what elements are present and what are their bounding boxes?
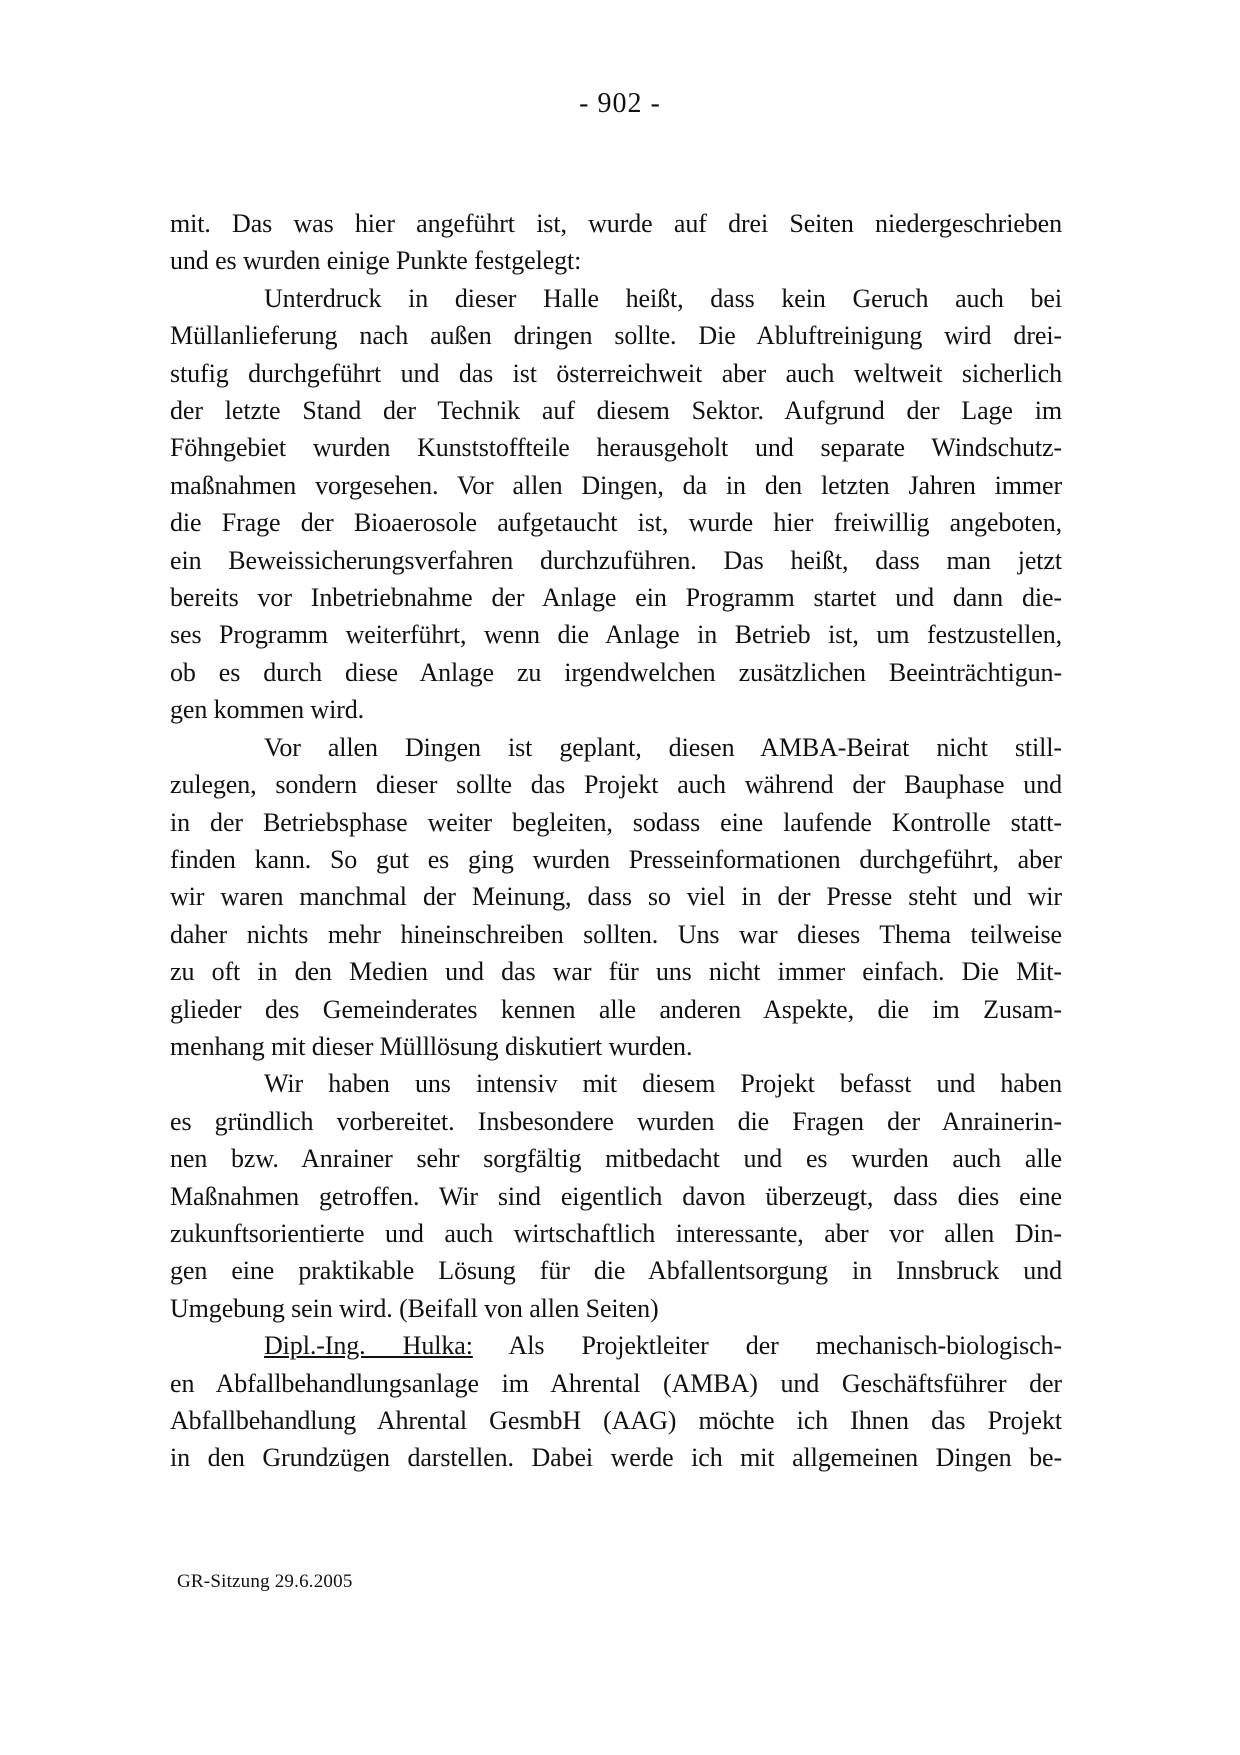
text-line: zu oft in den Medien und das war für uns nicht immer einfach. Die Mit- <box>170 957 1062 987</box>
text-line: Föhngebiet wurden Kunststoffteile herausgeholt und separate Windschutz- <box>170 433 1062 463</box>
text-line: Umgebung sein wird. (Beifall von allen Seiten) <box>170 1293 659 1323</box>
text-line: zulegen, sondern dieser sollte das Projekt auch während der Bauphase und <box>170 770 1062 800</box>
text-line: finden kann. So gut es ging wurden Presseinformationen durchgeführt, aber <box>170 844 1062 874</box>
text-line: ob es durch diese Anlage zu irgendwelchen zusätzlichen Beeinträchtigun- <box>170 657 1062 687</box>
text-line: Abfallbehandlung Ahrental GesmbH (AAG) möchte ich Ihnen das Projekt <box>170 1406 1062 1435</box>
text-line: der letzte Stand der Technik auf diesem Sektor. Aufgrund der Lage im <box>170 396 1062 426</box>
text-line: ein Beweissicherungsverfahren durchzuführen. Das heißt, dass man jetzt <box>170 545 1062 575</box>
text-line: es gründlich vorbereitet. Insbesondere wurden die Fragen der Anrainerin- <box>170 1106 1062 1136</box>
text-line: gen kommen wird. <box>170 695 365 725</box>
text-line: gen eine praktikable Lösung für die Abfallentsorgung in Innsbruck und <box>170 1256 1062 1286</box>
text-line: Dipl.-Ing. Hulka: Als Projektleiter der mechanisch-biologisch- <box>264 1331 1062 1361</box>
speaker-name: Dipl.-Ing. Hulka: <box>264 1331 473 1361</box>
body-text <box>170 205 1062 1477</box>
text-line: mit. Das was hier angeführt ist, wurde auf drei Seiten niedergeschrieben <box>170 209 1062 238</box>
text-line: Unterdruck in dieser Halle heißt, dass kein Geruch auch bei <box>264 283 1062 313</box>
text-line: Müllanlieferung nach außen dringen sollte. Die Abluftreinigung wird drei- <box>170 321 1062 351</box>
text-line: in den Grundzügen darstellen. Dabei werde ich mit allgemeinen Dingen be- <box>170 1443 1062 1473</box>
text-line: bereits vor Inbetriebnahme der Anlage ein Programm startet und dann die- <box>170 583 1062 613</box>
text-line: daher nichts mehr hineinschreiben sollten. Uns war dieses Thema teilweise <box>170 919 1062 949</box>
page-number: - 902 - <box>579 88 661 119</box>
text-line: en Abfallbehandlungsanlage im Ahrental (AMBA) und Geschäftsführer der <box>170 1368 1062 1398</box>
text-line: Wir haben uns intensiv mit diesem Projekt befasst und haben <box>264 1069 1062 1099</box>
text-line: in der Betriebsphase weiter begleiten, sodass eine laufende Kontrolle statt- <box>170 807 1062 837</box>
text-line: nen bzw. Anrainer sehr sorgfältig mitbedacht und es wurden auch alle <box>170 1144 1062 1174</box>
text-line: stufig durchgeführt und das ist österreichweit aber auch weltweit sicherlich <box>170 358 1062 388</box>
text-line: die Frage der Bioaerosole aufgetaucht ist, wurde hier freiwillig angeboten, <box>170 508 1062 538</box>
text-line: menhang mit dieser Mülllösung diskutiert wurden. <box>170 1031 693 1061</box>
text-line: Maßnahmen getroffen. Wir sind eigentlich davon überzeugt, dass dies eine <box>170 1181 1062 1211</box>
text-line: zukunftsorientierte und auch wirtschaftlich interessante, aber vor allen Din- <box>170 1218 1062 1248</box>
footer-note: GR-Sitzung 29.6.2005 <box>177 1571 353 1592</box>
text-line: wir waren manchmal der Meinung, dass so viel in der Presse steht und wir <box>170 882 1062 912</box>
text-line: ses Programm weiterführt, wenn die Anlage in Betrieb ist, um festzustellen, <box>170 620 1062 650</box>
text-line: Vor allen Dingen ist geplant, diesen AMBA-Beirat nicht still- <box>264 732 1062 762</box>
text-line: und es wurden einige Punkte festgelegt: <box>170 246 582 276</box>
text-line: glieder des Gemeinderates kennen alle anderen Aspekte, die im Zusam- <box>170 994 1062 1024</box>
text-line: maßnahmen vorgesehen. Vor allen Dingen, da in den letzten Jahren immer <box>170 470 1062 500</box>
